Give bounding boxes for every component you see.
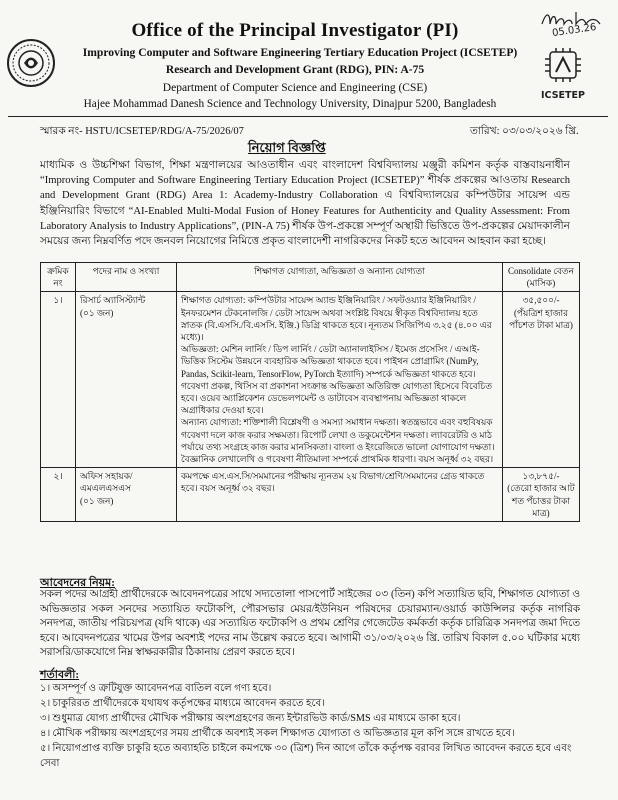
svg-text:ICSETEP: ICSETEP — [541, 90, 585, 101]
row-serial: ২। — [41, 468, 76, 522]
table-header-row — [41, 263, 580, 292]
department-name: Department of Computer Science and Engineering (CSE) — [162, 82, 428, 94]
row-serial: ১। — [41, 292, 76, 468]
col-salary-header: Consolidate বেতন (মাসিক) — [503, 263, 580, 292]
qual-education: কমপক্ষে এস.এস.সি/সমমানের পরীক্ষায় ন্যূনতম ২য় বিভাগ/শ্রেণি/সমমানের গ্রেড থাকতে হবে। বয়স অনূর্ধ্ব ৩২ বছর। — [181, 471, 485, 494]
list-item: ৫। নিয়োগপ্রাপ্ত ব্যক্তি চাকুরি হতে অব্যাহতি চাইলে কমপক্ষে ৩০ (ত্রিশ) দিন আগে তাঁকে কর্তৃপক্ষ বরাবর লিখিত আবেদন করতে হবে এবং সেবা — [40, 743, 572, 769]
table-row — [41, 468, 580, 522]
notice-title: নিয়োগ বিজ্ঞপ্তি — [248, 140, 326, 155]
salary-words: (পঁয়ত্রিশ হাজার পাঁচশত টাকা মাত্র) — [509, 307, 573, 330]
post-name: রিসার্চ অ্যাসিস্ট্যান্ট — [80, 295, 146, 306]
conditions-heading: শর্তাবলী: — [40, 669, 80, 681]
col-qualification-header: শিক্ষাগত যোগ্যতা, অভিজ্ঞতা ও অন্যান্য যোগ্যতা — [177, 263, 503, 292]
list-item: ১। অসম্পূর্ণ ও ত্রুটিযুক্ত আবেদনপত্র বাতিল বলে গণ্য হবে। — [40, 683, 272, 694]
salary-amount: ১৩,৮৭৫/- — [522, 471, 560, 482]
handwritten-date: 05.03.26 — [551, 21, 598, 40]
salary-cell — [503, 468, 580, 522]
grant-info: Research and Development Grant (RDG), PIN: A-75 — [165, 64, 425, 76]
header-divider — [8, 116, 608, 117]
list-item: ৩। শুধুমাত্র যোগ্য প্রার্থীদের মৌখিক পরীক্ষায় অংশগ্রহণের জন্য ইন্টারভিউ কার্ড/SMS এর মাধ্যমে ডাকা হবে। — [40, 713, 461, 724]
office-title: Office of the Principal Investigator (PI) — [131, 20, 459, 41]
post-cell — [76, 468, 177, 522]
conditions-list — [40, 681, 585, 771]
post-count: (০১ জন) — [80, 495, 114, 506]
qualification-cell — [177, 292, 503, 468]
intro-paragraph: মাধ্যমিক ও উচ্চশিক্ষা বিভাগ, শিক্ষা মন্ত্রণালয়ের আওতাধীন এবং বাংলাদেশ বিশ্ববিদ্যালয় মঞ্জুরী কমিশন কর্তৃক বাস্তবায়নাধীন “Improving Computer and Software Engineering Tertiary Education Project (ICSETEP)” শীর্ষক প্রকল্পের আওতায় Research and Development Grant (RDG) Area 1: Academy-Industry Collaboration এ বিশ্ববিদ্যালয়ের কম্পিউটার সায়েন্স এন্ড ইঞ্জিনিয়ারিং বিভাগে “AI-Enabled Multi-Modal Fusion of Honey Features for Authenticity and Quality Assessment: From Laboratory Analysis to Industry Applications”, (PIN-A 75) শীর্ষক উপ-প্রকল্পে সম্পূর্ণ অস্থায়ী ভিত্তিতে উপ-প্রকল্পের মেয়াদকালীন সময়ের জন্য নিম্নবর্ণিত পদে জনবল নিয়োগের নিমিত্তে প্রকৃত বাংলাদেশী নাগরিকদের নিকট হতে আবেদন আহবান করা হচ্ছে। — [40, 160, 570, 248]
university-seal-logo — [6, 38, 56, 88]
salary-words: (তেরো হাজার আট শত পঁচাত্তর টাকা মাত্র) — [507, 483, 575, 518]
qualification-cell — [177, 468, 503, 522]
project-name: Improving Computer and Software Engineering Tertiary Education Project (ICSETEP) — [82, 46, 518, 59]
salary-cell — [503, 292, 580, 468]
post-count: (০১ জন) — [80, 307, 114, 318]
col-serial-header: ক্রমিক নং — [41, 263, 76, 292]
qual-experience: অভিজ্ঞতা: মেশিন লার্নিং / ডিপ লার্নিং / ডেটা অ্যানালাইসিস / ইমেজ প্রসেসিং / এআই-ভিত্তিক সিস্টেম উন্নয়নে ব্যবহারিক অভিজ্ঞতা থাকতে হবে। পাইথন প্রোগ্রামিং (NumPy, Pandas, Scikit-learn, TensorFlow, PyTorch ইত্যাদি) সম্পর্কে অভিজ্ঞতা থাকতে হবে। গবেষণা প্রকল্প, থিসিস বা প্রকাশনা সংক্রান্ত অভিজ্ঞতা অতিরিক্ত যোগ্যতা হিসেবে বিবেচিত হবে। ওয়েব অ্যাপ্লিকেশন ডেভেলপমেন্ট ও ডাটাবেস ব্যবস্থাপনায় অভিজ্ঞতা থাকলে অগ্রাধিকার দেওয়া হবে। — [181, 344, 492, 416]
rules-paragraph: সকল পদের আগ্রহী প্রার্থীদেরকে আবেদনপত্রের সাথে সদ্যতোলা পাসপোর্ট সাইজের ০৩ (তিন) কপি সত্যায়িত ছবি, শিক্ষাগত যোগ্যতা ও অভিজ্ঞতার সকল সনদের সত্যায়িত ফটোকপি, পৌরসভার মেয়র/ইউনিয়ন পরিষদের চেয়ারম্যান/ওয়ার্ড কাউন্সিলর কর্তৃক নাগরিক সনদপত্র, জাতীয় পরিচয়পত্র (যদি থাকে) এর সত্যায়িত ফটোকপি ও প্রথম শ্রেণির গেজেটেড কর্মকর্তা কর্তৃক চারিত্রিক সনদপত্র জমা দিতে হবে। আবেদনপত্রের খামের উপর অবশ্যই পদের নাম উল্লেখ করতে হবে। আগামী ৩১/০৩/২০২৬ খ্রি. তারিখ বিকাল ৫.০০ ঘটিকার মধ্যে সরাসরি/ডাকযোগে নিম্ন স্বাক্ষরকারীর ঠিকানায় প্রেরণ করতে হবে। — [40, 589, 580, 659]
memo-number: স্মারক নং- HSTU/ICSETEP/RDG/A-75/2026/07 — [40, 126, 244, 137]
post-cell — [76, 292, 177, 468]
notice-date: তারিখ: ০৩/০৩/২০২৬ খ্রি. — [470, 126, 579, 137]
qual-other: অন্যান্য যোগ্যতা: শক্তিশালী বিশ্লেষণী ও সমস্যা সমাধান দক্ষতা। স্বতন্ত্রভাবে এবং বহুবিষয়ক গবেষণা দলে কাজ করার সক্ষমতা। রিপোর্ট লেখা ও ডকুমেন্টেশন দক্ষতা। ল্যাবরেটরি ও মাঠ পর্যায়ে তথ্য সংগ্রহে কাজ করার মানসিকতা। বাংলা ও ইংরেজিতে ভালো যোগাযোগ দক্ষতা। বৈজ্ঞানিক লেখালেখি ও গবেষণা নীতিমালা সম্পর্কে প্রাথমিক ধারণা। বয়স অনূর্ধ্ব ৩২ বছর। — [181, 417, 495, 465]
salary-amount: ৩৫,৫০০/- — [522, 295, 560, 306]
post-name: অফিস সহায়ক/এমএলএসএস — [80, 471, 133, 494]
qual-education: শিক্ষাগত যোগ্যতা: কম্পিউটার সায়েন্স অ্যান্ড ইঞ্জিনিয়ারিং / সফটওয়্যার ইঞ্জিনিয়ারিং / ইনফরমেশন টেকনোলজি / ডেটা সায়েন্স অথবা সংশ্লিষ্ট বিষয়ে স্বীকৃত বিশ্ববিদ্যালয় হতে স্নাতক (বি.এসসি./বি.এসসি. ইঞ্জি.) ডিগ্রি থাকতে হবে। নূন্যতম সিজিপিএ ৩.২৫ (৪.০০ এর মধ্যে)। — [181, 295, 492, 343]
list-item: ২। চাকুরিরত প্রার্থীদেরকে যথাযথ কর্তৃপক্ষের মাধ্যমে আবেদন করতে হবে। — [40, 698, 325, 709]
table-row — [41, 292, 580, 468]
posts-table — [40, 262, 580, 522]
col-post-header: পদের নাম ও সংখ্যা — [76, 263, 177, 292]
rules-heading: আবেদনের নিয়ম: — [40, 577, 115, 589]
list-item: ৪। মৌখিক পরীক্ষায় অংশগ্রহণের সময় প্রার্থীকে অবশ্যই সকল শিক্ষাগত যোগ্যতা ও অভিজ্ঞতার মূল কপি সঙ্গে রাখতে হবে। — [40, 728, 515, 739]
university-name: Hajee Mohammad Danesh Science and Technology University, Dinajpur 5200, Bangladesh — [83, 98, 497, 110]
